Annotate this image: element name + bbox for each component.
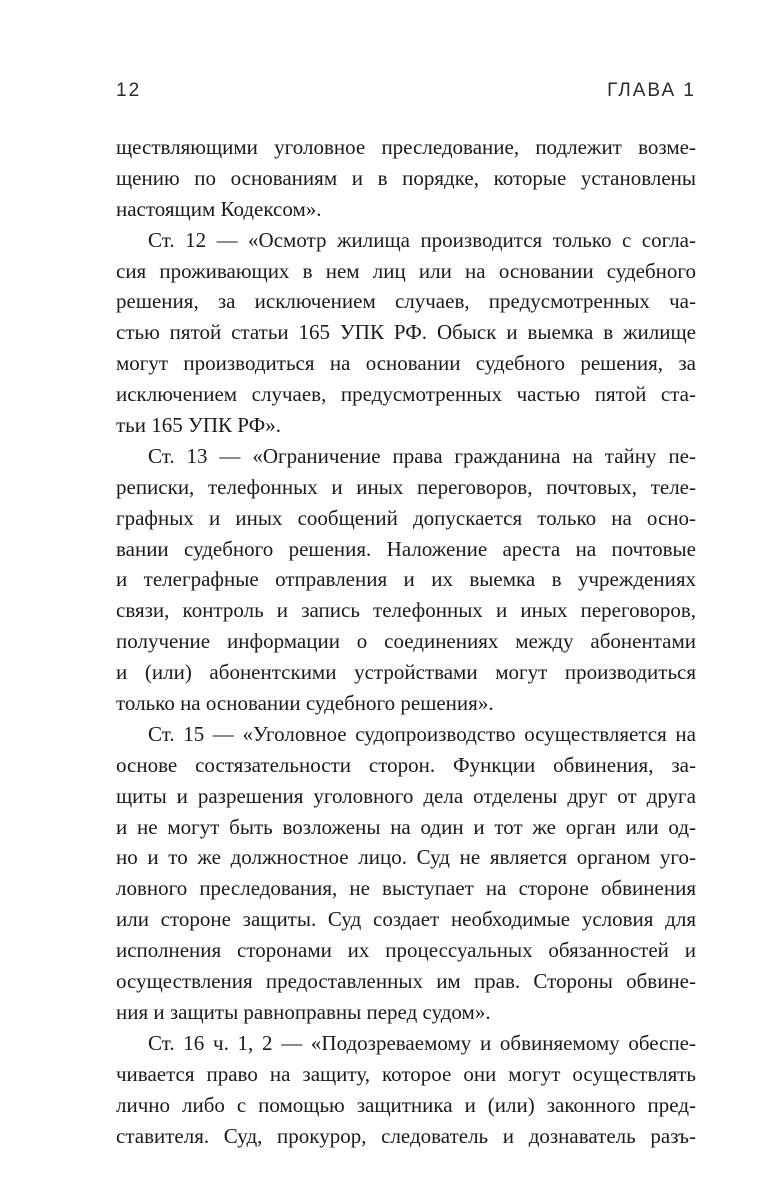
text-line: Ст. 12 — «Осмотр жилища производится только с согла-	[148, 227, 696, 252]
text-line: могут производиться на основании судебного решения, за	[116, 351, 696, 376]
text-line: исключением случаев, предусмотренных частью пятой ста-	[116, 382, 696, 407]
text-line: и телеграфные отправления и их выемка в учреждениях	[116, 567, 696, 592]
text-line: ставителя. Суд, прокурор, следователь и дознаватель разъ-	[116, 1123, 696, 1148]
text-line: сия проживающих в нем лиц или на основании судебного	[116, 258, 696, 283]
text-line: или стороне защиты. Суд создает необходимые условия для	[116, 907, 696, 932]
text-line: но и то же должностное лицо. Суд не является органом уго-	[116, 845, 696, 870]
page-number: 12	[116, 80, 142, 101]
text-line: решения, за исключением случаев, предусмотренных ча-	[116, 289, 696, 314]
text-line: Ст. 16 ч. 1, 2 — «Подозреваемому и обвиняемому обеспе-	[148, 1030, 696, 1055]
text-line: ществляющими уголовное преследование, подлежит возме-	[116, 135, 696, 159]
text-line: реписки, телефонных и иных переговоров, почтовых, теле-	[116, 474, 696, 499]
text-line: настоящим Кодексом».	[116, 196, 322, 221]
text-line: вании судебного решения. Наложение ареста на почтовые	[116, 536, 696, 561]
text-line: стью пятой статьи 165 УПК РФ. Обыск и выемка в жилище	[116, 320, 696, 345]
text-line: только на основании судебного решения».	[116, 691, 494, 716]
running-head	[116, 80, 696, 110]
text-line: лично либо с помощью защитника и (или) законного пред-	[116, 1092, 696, 1117]
text-line: осуществления предоставленных им прав. Стороны обвине-	[116, 969, 696, 994]
text-line: Ст. 15 — «Уголовное судопроизводство осуществляется на	[148, 721, 696, 746]
text-line: и (или) абонентскими устройствами могут производиться	[116, 660, 696, 685]
text-line: графных и иных сообщений допускается только на осно-	[116, 505, 696, 530]
body-text	[116, 132, 696, 1151]
text-line: Ст. 13 — «Ограничение права гражданина на тайну пе-	[148, 443, 696, 468]
text-line: получение информации о соединениях между абонентами	[116, 629, 696, 654]
text-line: щиты и разрешения уголовного дела отделены друг от друга	[116, 783, 696, 808]
text-line: основе состязательности сторон. Функции обвинения, за-	[116, 752, 696, 777]
text-line: ния и защиты равноправны перед судом».	[116, 999, 491, 1024]
chapter-title: ГЛАВА 1	[607, 80, 696, 101]
text-line: и не могут быть возложены на один и тот же орган или од-	[116, 814, 696, 839]
text-line: исполнения сторонами их процессуальных обязанностей и	[116, 938, 696, 963]
text-line: ловного преследования, не выступает на стороне обвинения	[116, 876, 696, 901]
text-line: тьи 165 УПК РФ».	[116, 413, 281, 438]
text-line: связи, контроль и запись телефонных и иных переговоров,	[116, 598, 696, 623]
text-line: щению по основаниям и в порядке, которые установлены	[116, 165, 696, 190]
text-line: чивается право на защиту, которое они могут осуществлять	[116, 1061, 696, 1086]
